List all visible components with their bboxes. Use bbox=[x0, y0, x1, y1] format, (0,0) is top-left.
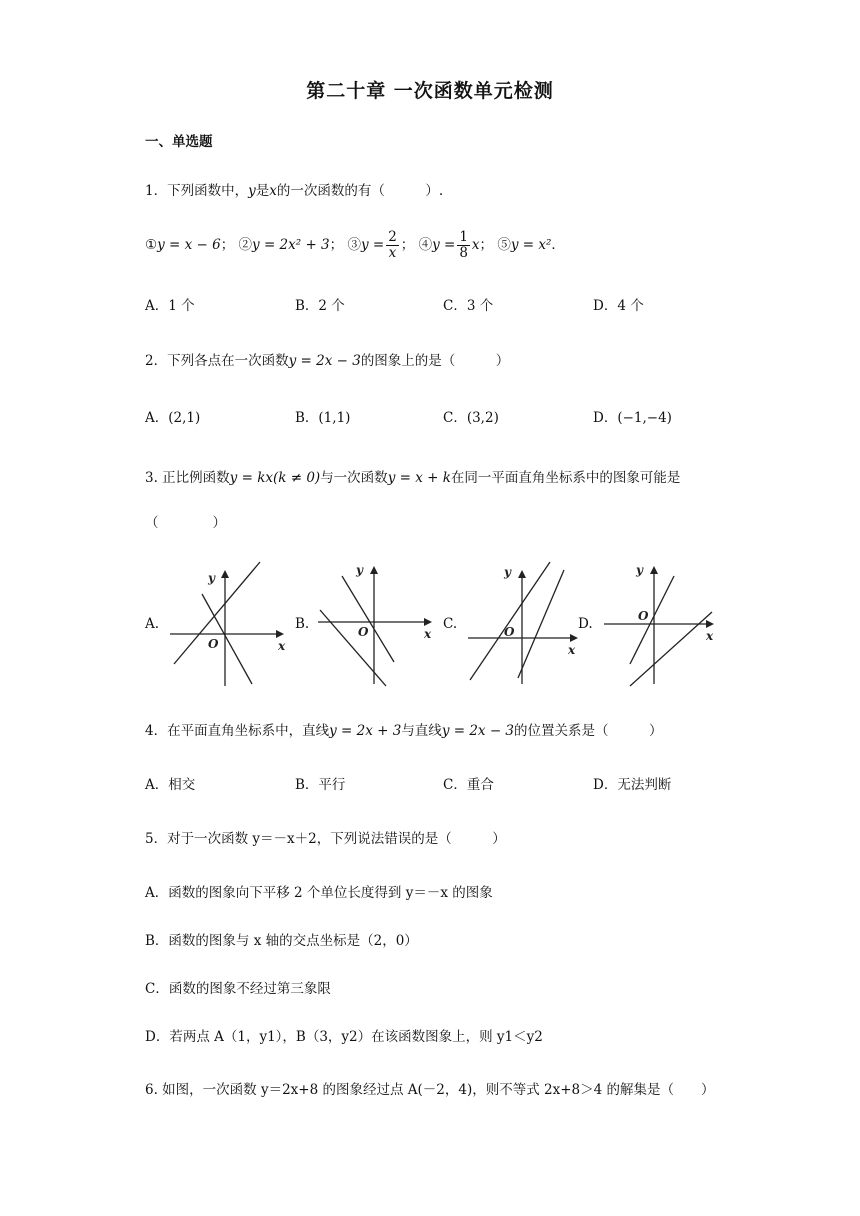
q3-option-a-label[interactable]: A. bbox=[145, 616, 160, 632]
line-1 bbox=[630, 576, 674, 664]
q1-option-b[interactable]: B．2 个 bbox=[295, 298, 345, 314]
q1-option-d[interactable]: D．4 个 bbox=[593, 298, 644, 314]
q5-option-a[interactable]: A．函数的图象向下平移 2 个单位长度得到 y＝－x 的图象 bbox=[145, 885, 493, 901]
q4-option-c[interactable]: C．重合 bbox=[443, 777, 494, 793]
question-3-stem: 3. 正比例函数y = kx(k ≠ 0)与一次函数y = x + k在同一平面直角坐标系中的图象可能是 bbox=[145, 470, 681, 486]
x-axis-label: x bbox=[568, 643, 576, 657]
fraction-1-over-8: $\frac{1}{8}$ bbox=[459, 229, 468, 261]
x-axis-arrow bbox=[706, 620, 714, 628]
origin-label: O bbox=[358, 625, 369, 639]
x-axis-label: x bbox=[278, 639, 286, 653]
graph-c-svg bbox=[464, 558, 594, 688]
y-axis-label: y bbox=[636, 563, 643, 577]
q2-option-d[interactable]: D．(−1,−4) bbox=[593, 410, 672, 426]
y-axis-label: y bbox=[208, 571, 215, 585]
y-axis-arrow bbox=[650, 566, 658, 574]
q4-option-b[interactable]: B．平行 bbox=[295, 777, 346, 793]
y-axis-arrow bbox=[221, 570, 229, 578]
line-1 bbox=[470, 562, 550, 680]
q3-graph-a[interactable] bbox=[168, 560, 298, 690]
question-1-functions: ①y = x − 6； ②y = 2x² + 3； ③y = $\frac{2}{x}$ ； ④y = $\frac{1}{8}$ x； ⑤y = x²． bbox=[145, 229, 565, 261]
q2-option-b[interactable]: B．(1,1) bbox=[295, 410, 351, 426]
line-2 bbox=[518, 570, 564, 678]
origin-label: O bbox=[638, 609, 649, 623]
line-2 bbox=[342, 576, 394, 662]
q3-graph-d[interactable] bbox=[600, 556, 725, 691]
question-3-paren: （ ） bbox=[145, 515, 226, 531]
question-4-stem: 4．在平面直角坐标系中，直线y = 2x + 3与直线y = 2x − 3的位置关系是（ ） bbox=[145, 723, 663, 739]
origin-label: O bbox=[504, 625, 515, 639]
function-5: y = x² bbox=[510, 237, 552, 253]
x-axis-arrow bbox=[276, 630, 284, 638]
y-axis-label: y bbox=[504, 565, 511, 579]
graph-d-svg bbox=[600, 556, 725, 691]
x-axis-label: x bbox=[706, 629, 714, 643]
q3-graph-b[interactable] bbox=[314, 556, 444, 691]
q5-option-c[interactable]: C．函数的图象不经过第三象限 bbox=[145, 981, 331, 997]
q4-option-a[interactable]: A．相交 bbox=[145, 777, 196, 793]
q3-graph-c[interactable] bbox=[464, 558, 594, 688]
q1-option-a[interactable]: A．1 个 bbox=[145, 298, 195, 314]
graph-a-svg bbox=[168, 560, 298, 690]
function-1: y = x − 6 bbox=[157, 237, 221, 253]
y-axis-arrow bbox=[518, 570, 526, 578]
q3-option-c-label[interactable]: C. bbox=[443, 616, 458, 632]
question-1-stem: 1．下列函数中，y是x的一次函数的有（ ）. bbox=[145, 183, 444, 199]
q3-option-d-label[interactable]: D. bbox=[578, 616, 593, 632]
line-2 bbox=[630, 612, 712, 686]
q4-option-d[interactable]: D．无法判断 bbox=[593, 777, 672, 793]
question-5-stem: 5．对于一次函数 y＝－x＋2，下列说法错误的是（ ） bbox=[145, 831, 506, 847]
function-2: y = 2x² + 3 bbox=[252, 237, 330, 253]
y-axis-arrow bbox=[370, 566, 378, 574]
q5-option-d[interactable]: D．若两点 A（1，y1），B（3，y2）在该函数图象上，则 y1＜y2 bbox=[145, 1029, 543, 1045]
q2-option-a[interactable]: A．(2,1) bbox=[145, 410, 201, 426]
x-axis-label: x bbox=[424, 627, 432, 641]
q1-option-c[interactable]: C．3 个 bbox=[443, 298, 494, 314]
origin-label: O bbox=[208, 637, 219, 651]
section-heading: 一、单选题 bbox=[145, 134, 213, 150]
fraction-2-over-x: $\frac{2}{x}$ bbox=[388, 229, 397, 261]
page-title: 第二十章 一次函数单元检测 bbox=[306, 80, 554, 102]
q3-option-b-label[interactable]: B. bbox=[295, 616, 310, 632]
y-axis-label: y bbox=[356, 563, 363, 577]
x-axis-arrow bbox=[570, 634, 578, 642]
question-6-stem: 6. 如图，一次函数 y＝2x+8 的图象经过点 A(－2，4)，则不等式 2x+8＞4 的解集是（ ） bbox=[145, 1082, 715, 1098]
q2-option-c[interactable]: C．(3,2) bbox=[443, 410, 499, 426]
graph-b-svg bbox=[314, 556, 444, 691]
question-2-stem: 2．下列各点在一次函数y = 2x − 3的图象上的是（ ） bbox=[145, 353, 510, 369]
x-axis-arrow bbox=[424, 618, 432, 626]
q5-option-b[interactable]: B．函数的图象与 x 轴的交点坐标是（2，0） bbox=[145, 933, 418, 949]
